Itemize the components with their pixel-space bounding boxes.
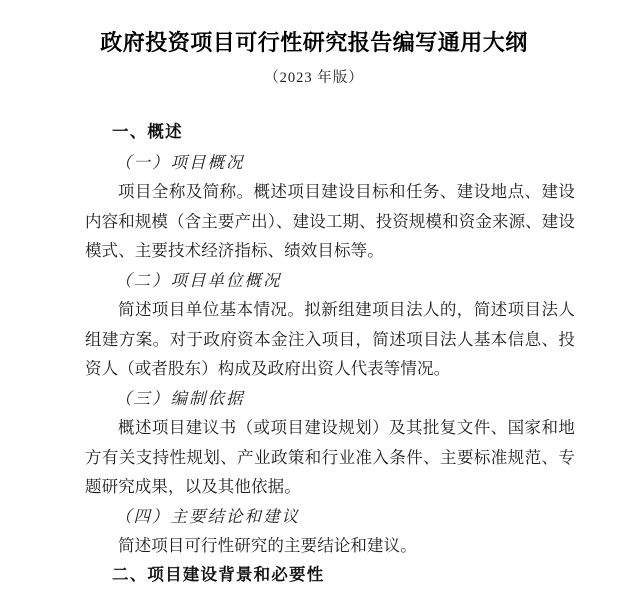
body-paragraph: 简述项目可行性研究的主要结论和建议。: [118, 536, 417, 555]
subsection-heading-1-3: （三）编制依据: [115, 388, 245, 408]
subsection-heading-1-1: （一）项目概况: [115, 152, 245, 172]
section-heading-1: 一、概述: [112, 123, 183, 141]
body-paragraph: 项目全称及简称。概述项目建设目标和任务、建设地点、建设内容和规模（含主要产出）、建设工期、投资规模和资金来源、建设模式、主要技术经济指标、绩效目标等。: [85, 182, 575, 260]
document-subtitle: （2023 年版）: [264, 70, 364, 86]
document-header: [0, 28, 628, 90]
document-body: [85, 118, 575, 590]
body-paragraph: 简述项目单位基本情况。拟新组建项目法人的，简述项目法人组建方案。对于政府资本金注入项目，简述项目法人基本信息、投资人（或者股东）构成及政府出资人代表等情况。: [85, 300, 575, 378]
body-paragraph: 概述项目建议书（或项目建设规划）及其批复文件、国家和地方有关支持性规划、产业政策和行业准入条件、主要标准规范、专题研究成果，以及其他依据。: [85, 418, 575, 496]
subsection-heading-1-2: （二）项目单位概况: [115, 270, 282, 290]
subsection-heading-1-4: （四）主要结论和建议: [115, 506, 300, 526]
document-title: 政府投资项目可行性研究报告编写通用大纲: [100, 30, 528, 55]
section-heading-2: 二、项目建设背景和必要性: [112, 565, 325, 584]
